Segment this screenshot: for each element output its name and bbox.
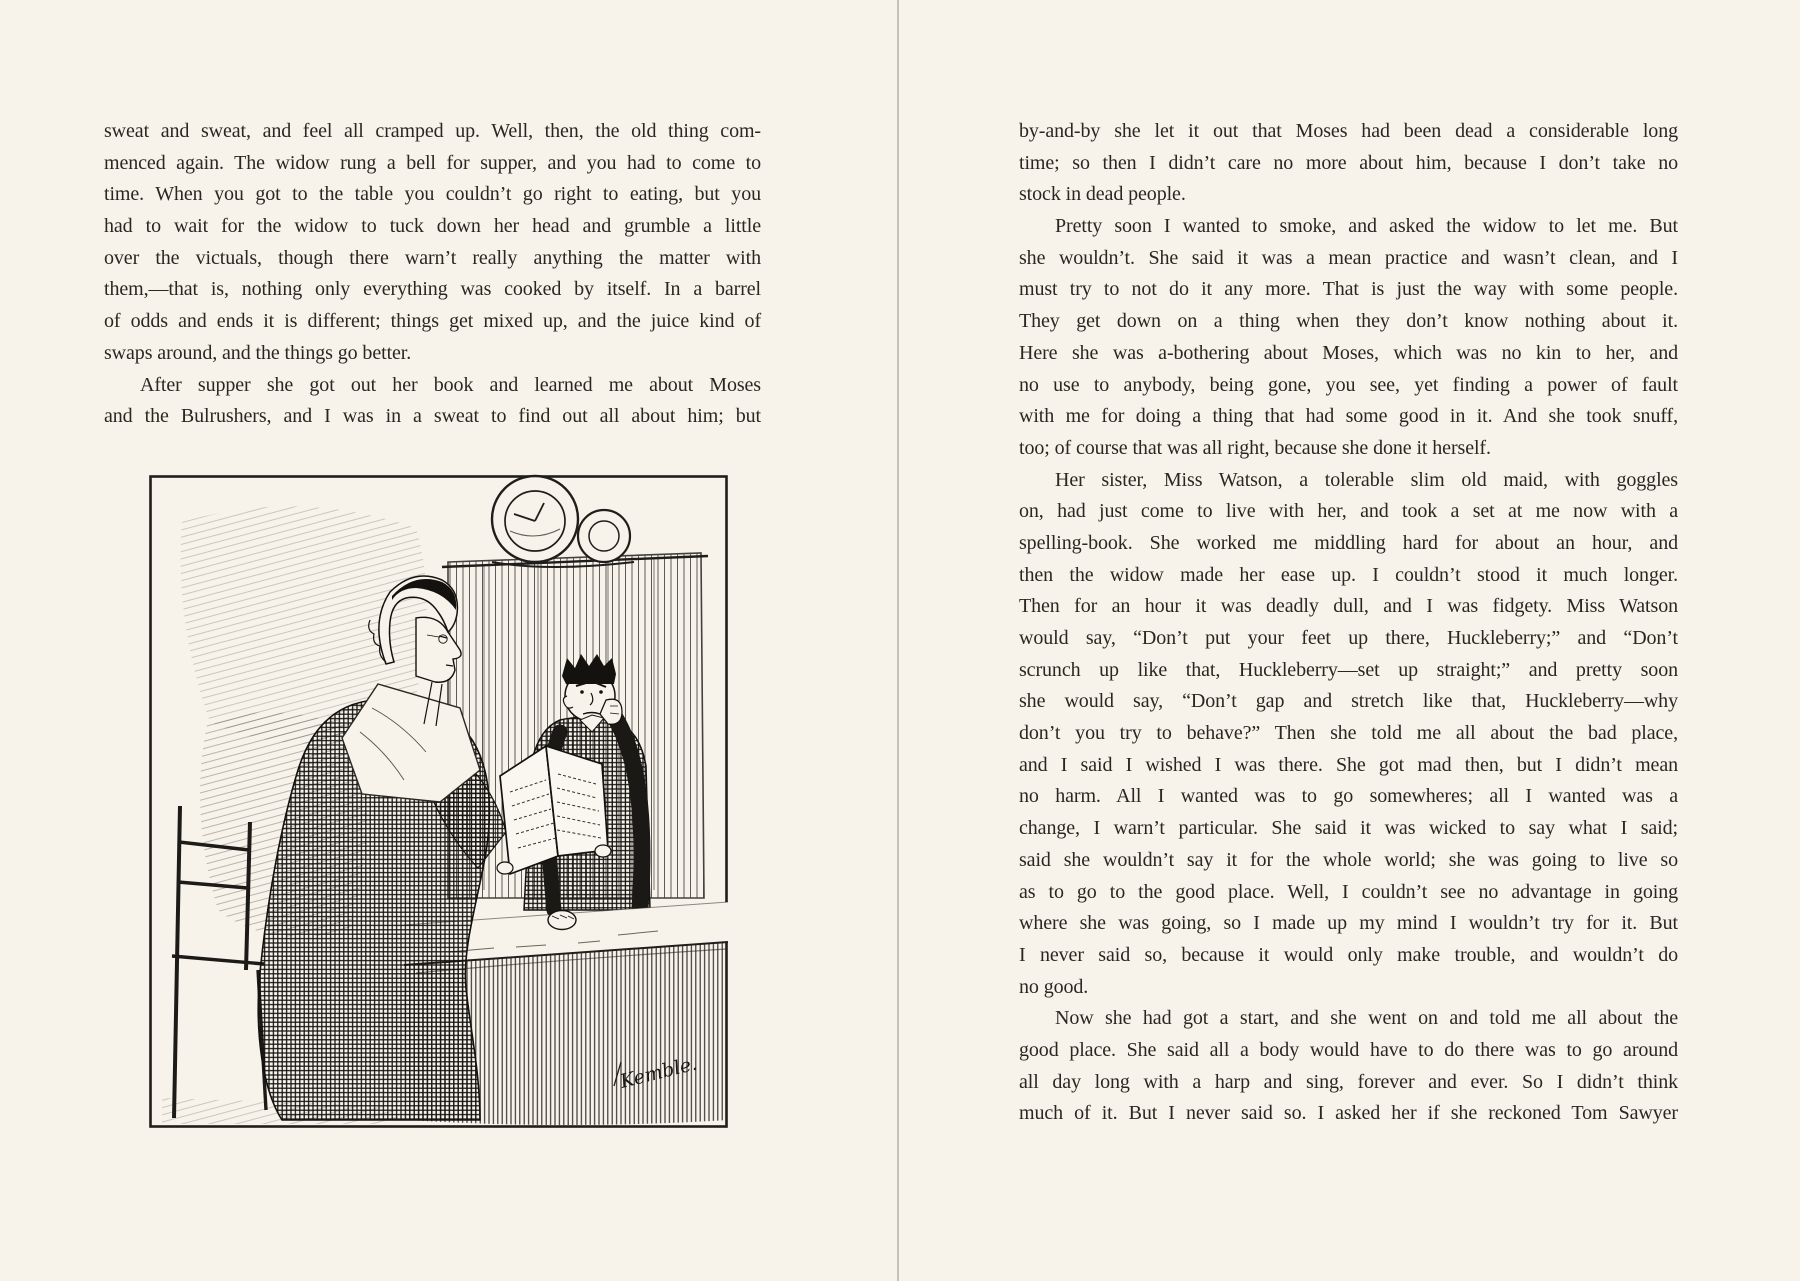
huck-hand <box>548 911 576 930</box>
text-line: would say, “Don’t put your feet up there, Huckleberry;” and “Don’t <box>1019 627 1678 649</box>
text-line: she would say, “Don’t gap and stretch like that, Huckleberry—why <box>1019 690 1678 713</box>
text-line: where she was going, so I made up my mind I wouldn’t try for it. But <box>1019 912 1678 935</box>
text-line: I never said so, because it would only make trouble, and wouldn’t do <box>1019 943 1678 966</box>
text-line: spelling-book. She worked me middling hard for about an hour, and <box>1019 531 1678 554</box>
text-line: no good. <box>1019 975 1089 998</box>
text-line: They get down on a thing when they don’t know nothing about it. <box>1019 310 1678 333</box>
text-line: menced again. The widow rung a bell for supper, and you had to come to <box>104 151 761 174</box>
text-line: change, I warn’t particular. She said it was wicked to say what I said; <box>1019 817 1678 840</box>
clock-icon <box>492 476 634 567</box>
text-line: good place. She said all a body would have to do there was to go around <box>1019 1038 1678 1061</box>
text-line: don’t you try to behave?” Then she told me all about the bad place, <box>1019 722 1678 745</box>
text-line: with me for doing a thing that had some good in it. And she took snuff, <box>1019 405 1678 428</box>
text-line: she wouldn’t. She said it was a mean practice and wasn’t clean, and I <box>1019 246 1678 269</box>
text-line: Now she had got a start, and she went on and told me all about the <box>1055 1007 1678 1030</box>
text-line: as to go to the good place. Well, I couldn’t see no advantage in going <box>1019 880 1678 903</box>
text-line: Here she was a-bothering about Moses, which was no kin to her, and <box>1019 341 1678 364</box>
text-line: then the widow made her ease up. I couldn’t stood it much longer. <box>1019 563 1678 586</box>
text-line: too; of course that was all right, because she done it herself. <box>1019 436 1491 459</box>
page-gutter-divider <box>897 0 899 1281</box>
text-line: said she wouldn’t say it for the whole world; she was going to live so <box>1019 848 1678 871</box>
signature-text: Kemble. <box>617 1052 700 1093</box>
widow-reading-to-huck-illustration <box>148 470 732 1130</box>
text-line: Her sister, Miss Watson, a tolerable slim old maid, with goggles <box>1055 468 1678 491</box>
right-page-text <box>1019 116 1678 1130</box>
text-line: scrunch up like that, Huckleberry—set up straight;” and pretty soon <box>1019 658 1678 681</box>
text-line: on, had just come to live with her, and took a set at me now with a <box>1019 500 1678 523</box>
text-line: and the Bulrushers, and I was in a sweat to find out all about him; but <box>104 405 761 428</box>
text-line: Then for an hour it was deadly dull, and I was fidgety. Miss Watson <box>1019 595 1678 618</box>
text-line: After supper she got out her book and learned me about Moses <box>140 373 761 396</box>
text-line: no harm. All I wanted was to go somewheres; all I wanted was a <box>1019 785 1678 808</box>
text-line: much of it. But I never said so. I asked her if she reckoned Tom Sawyer <box>1019 1102 1678 1125</box>
text-line: had to wait for the widow to tuck down her head and grumble a little <box>104 215 761 238</box>
text-line: must try to not do it any more. That is just the way with some people. <box>1019 278 1678 301</box>
text-line: no use to anybody, being gone, you see, yet finding a power of fault <box>1019 373 1678 396</box>
text-line: swaps around, and the things go better. <box>104 341 412 364</box>
text-line: them,—that is, nothing only everything was cooked by itself. In a barrel <box>104 278 761 301</box>
text-line: all day long with a harp and sing, forever and ever. So I didn’t think <box>1019 1070 1678 1093</box>
text-line: sweat and sweat, and feel all cramped up. Well, then, the old thing com- <box>104 120 761 142</box>
text-line: stock in dead people. <box>1019 183 1186 206</box>
text-line: time; so then I didn’t care no more about him, because I don’t take no <box>1019 151 1678 174</box>
text-line: by-and-by she let it out that Moses had been dead a considerable long <box>1019 120 1678 142</box>
left-page-text <box>104 116 761 433</box>
text-line: of odds and ends it is different; things get mixed up, and the juice kind of <box>104 310 761 333</box>
text-line: time. When you got to the table you couldn’t go right to eating, but you <box>104 183 761 206</box>
text-line: and I said I wished I was there. She got mad then, but I didn’t mean <box>1019 753 1678 776</box>
text-line: Pretty soon I wanted to smoke, and asked the widow to let me. But <box>1055 215 1678 238</box>
text-line: over the victuals, though there warn’t really anything the matter with <box>104 246 761 269</box>
